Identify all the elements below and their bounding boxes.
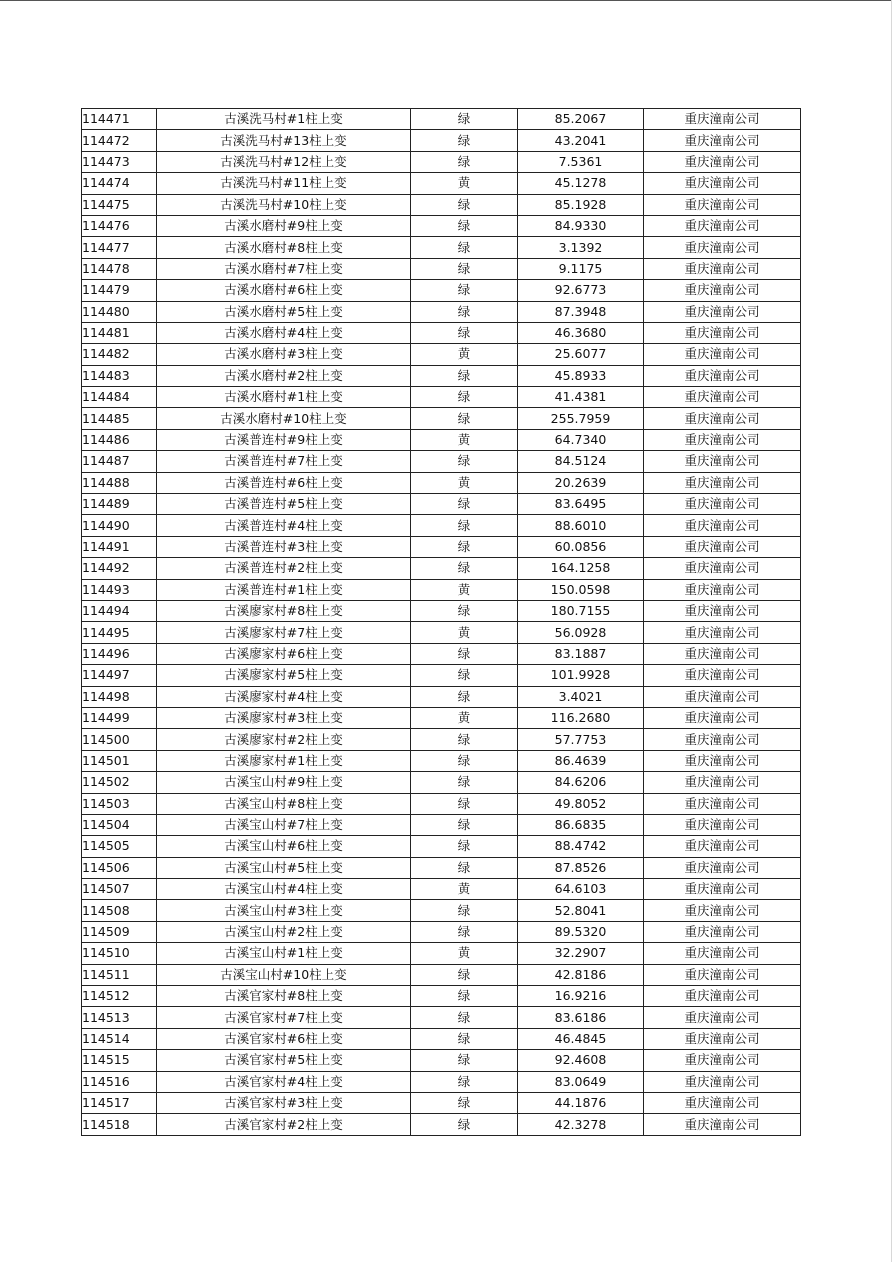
transformer-name-cell: 古溪官家村#2柱上变 xyxy=(157,1114,411,1135)
transformer-name-cell: 古溪洗马村#11柱上变 xyxy=(157,173,411,194)
transformer-name-cell: 古溪宝山村#8柱上变 xyxy=(157,793,411,814)
table-row xyxy=(82,814,801,835)
table-row xyxy=(82,921,801,942)
value-cell: 7.5361 xyxy=(518,151,644,172)
status-color-cell: 绿 xyxy=(411,215,518,236)
transformer-name-cell: 古溪洗马村#10柱上变 xyxy=(157,194,411,215)
table-row xyxy=(82,258,801,279)
value-cell: 32.2907 xyxy=(518,943,644,964)
table-row xyxy=(82,151,801,172)
company-cell: 重庆潼南公司 xyxy=(644,558,801,579)
transformer-name-cell: 古溪洗马村#13柱上变 xyxy=(157,130,411,151)
transformer-name-cell: 古溪宝山村#4柱上变 xyxy=(157,879,411,900)
table-row xyxy=(82,472,801,493)
table-row xyxy=(82,1071,801,1092)
status-color-cell: 绿 xyxy=(411,536,518,557)
transformer-name-cell: 古溪廖家村#8柱上变 xyxy=(157,600,411,621)
row-id-cell: 114505 xyxy=(82,836,157,857)
value-cell: 180.7155 xyxy=(518,600,644,621)
company-cell: 重庆潼南公司 xyxy=(644,900,801,921)
status-color-cell: 绿 xyxy=(411,729,518,750)
table-row xyxy=(82,1007,801,1028)
row-id-cell: 114487 xyxy=(82,451,157,472)
row-id-cell: 114513 xyxy=(82,1007,157,1028)
table-row xyxy=(82,344,801,365)
row-id-cell: 114510 xyxy=(82,943,157,964)
company-cell: 重庆潼南公司 xyxy=(644,344,801,365)
value-cell: 89.5320 xyxy=(518,921,644,942)
company-cell: 重庆潼南公司 xyxy=(644,793,801,814)
table-row xyxy=(82,857,801,878)
table-row xyxy=(82,536,801,557)
company-cell: 重庆潼南公司 xyxy=(644,750,801,771)
company-cell: 重庆潼南公司 xyxy=(644,814,801,835)
status-color-cell: 绿 xyxy=(411,408,518,429)
transformer-name-cell: 古溪廖家村#3柱上变 xyxy=(157,707,411,728)
transformer-name-cell: 古溪水磨村#1柱上变 xyxy=(157,387,411,408)
row-id-cell: 114481 xyxy=(82,322,157,343)
status-color-cell: 绿 xyxy=(411,686,518,707)
status-color-cell: 绿 xyxy=(411,1114,518,1135)
company-cell: 重庆潼南公司 xyxy=(644,986,801,1007)
transformer-name-cell: 古溪普连村#6柱上变 xyxy=(157,472,411,493)
transformer-name-cell: 古溪宝山村#10柱上变 xyxy=(157,964,411,985)
table-row xyxy=(82,879,801,900)
table-row xyxy=(82,943,801,964)
status-color-cell: 黄 xyxy=(411,173,518,194)
status-color-cell: 绿 xyxy=(411,494,518,515)
table-row xyxy=(82,451,801,472)
company-cell: 重庆潼南公司 xyxy=(644,643,801,664)
row-id-cell: 114472 xyxy=(82,130,157,151)
transformer-name-cell: 古溪宝山村#1柱上变 xyxy=(157,943,411,964)
table-row xyxy=(82,109,801,130)
row-id-cell: 114494 xyxy=(82,600,157,621)
value-cell: 87.3948 xyxy=(518,301,644,322)
row-id-cell: 114478 xyxy=(82,258,157,279)
status-color-cell: 黄 xyxy=(411,472,518,493)
status-color-cell: 黄 xyxy=(411,622,518,643)
row-id-cell: 114490 xyxy=(82,515,157,536)
row-id-cell: 114517 xyxy=(82,1092,157,1113)
row-id-cell: 114501 xyxy=(82,750,157,771)
table-row xyxy=(82,964,801,985)
status-color-cell: 绿 xyxy=(411,750,518,771)
status-color-cell: 绿 xyxy=(411,986,518,1007)
value-cell: 83.1887 xyxy=(518,643,644,664)
row-id-cell: 114507 xyxy=(82,879,157,900)
company-cell: 重庆潼南公司 xyxy=(644,494,801,515)
table-row xyxy=(82,622,801,643)
company-cell: 重庆潼南公司 xyxy=(644,194,801,215)
status-color-cell: 绿 xyxy=(411,558,518,579)
value-cell: 92.4608 xyxy=(518,1050,644,1071)
row-id-cell: 114508 xyxy=(82,900,157,921)
value-cell: 116.2680 xyxy=(518,707,644,728)
table-body xyxy=(82,109,801,1136)
row-id-cell: 114485 xyxy=(82,408,157,429)
company-cell: 重庆潼南公司 xyxy=(644,301,801,322)
company-cell: 重庆潼南公司 xyxy=(644,964,801,985)
company-cell: 重庆潼南公司 xyxy=(644,109,801,130)
company-cell: 重庆潼南公司 xyxy=(644,707,801,728)
value-cell: 164.1258 xyxy=(518,558,644,579)
row-id-cell: 114502 xyxy=(82,772,157,793)
status-color-cell: 绿 xyxy=(411,1007,518,1028)
company-cell: 重庆潼南公司 xyxy=(644,387,801,408)
status-color-cell: 绿 xyxy=(411,1050,518,1071)
status-color-cell: 绿 xyxy=(411,322,518,343)
company-cell: 重庆潼南公司 xyxy=(644,322,801,343)
company-cell: 重庆潼南公司 xyxy=(644,1007,801,1028)
transformer-name-cell: 古溪宝山村#2柱上变 xyxy=(157,921,411,942)
value-cell: 92.6773 xyxy=(518,280,644,301)
status-color-cell: 绿 xyxy=(411,643,518,664)
value-cell: 84.5124 xyxy=(518,451,644,472)
table-row xyxy=(82,1028,801,1049)
company-cell: 重庆潼南公司 xyxy=(644,857,801,878)
table-row xyxy=(82,643,801,664)
status-color-cell: 绿 xyxy=(411,280,518,301)
row-id-cell: 114493 xyxy=(82,579,157,600)
status-color-cell: 绿 xyxy=(411,130,518,151)
row-id-cell: 114500 xyxy=(82,729,157,750)
value-cell: 84.9330 xyxy=(518,215,644,236)
table-row xyxy=(82,408,801,429)
row-id-cell: 114518 xyxy=(82,1114,157,1135)
transformer-name-cell: 古溪水磨村#3柱上变 xyxy=(157,344,411,365)
transformer-name-cell: 古溪廖家村#1柱上变 xyxy=(157,750,411,771)
table-row xyxy=(82,194,801,215)
status-color-cell: 绿 xyxy=(411,600,518,621)
row-id-cell: 114482 xyxy=(82,344,157,365)
row-id-cell: 114489 xyxy=(82,494,157,515)
company-cell: 重庆潼南公司 xyxy=(644,173,801,194)
row-id-cell: 114492 xyxy=(82,558,157,579)
value-cell: 57.7753 xyxy=(518,729,644,750)
transformer-name-cell: 古溪普连村#9柱上变 xyxy=(157,429,411,450)
company-cell: 重庆潼南公司 xyxy=(644,237,801,258)
table-row xyxy=(82,772,801,793)
company-cell: 重庆潼南公司 xyxy=(644,665,801,686)
transformer-name-cell: 古溪水磨村#5柱上变 xyxy=(157,301,411,322)
row-id-cell: 114514 xyxy=(82,1028,157,1049)
row-id-cell: 114504 xyxy=(82,814,157,835)
row-id-cell: 114491 xyxy=(82,536,157,557)
table-row xyxy=(82,494,801,515)
row-id-cell: 114497 xyxy=(82,665,157,686)
company-cell: 重庆潼南公司 xyxy=(644,536,801,557)
value-cell: 83.0649 xyxy=(518,1071,644,1092)
table-row xyxy=(82,130,801,151)
status-color-cell: 绿 xyxy=(411,301,518,322)
value-cell: 9.1175 xyxy=(518,258,644,279)
transformer-name-cell: 古溪普连村#1柱上变 xyxy=(157,579,411,600)
table-row xyxy=(82,429,801,450)
row-id-cell: 114509 xyxy=(82,921,157,942)
status-color-cell: 绿 xyxy=(411,1071,518,1092)
row-id-cell: 114473 xyxy=(82,151,157,172)
table-row xyxy=(82,686,801,707)
transformer-name-cell: 古溪水磨村#7柱上变 xyxy=(157,258,411,279)
transformer-name-cell: 古溪水磨村#9柱上变 xyxy=(157,215,411,236)
status-color-cell: 绿 xyxy=(411,793,518,814)
value-cell: 84.6206 xyxy=(518,772,644,793)
value-cell: 64.7340 xyxy=(518,429,644,450)
company-cell: 重庆潼南公司 xyxy=(644,879,801,900)
status-color-cell: 绿 xyxy=(411,109,518,130)
status-color-cell: 绿 xyxy=(411,365,518,386)
value-cell: 42.3278 xyxy=(518,1114,644,1135)
row-id-cell: 114503 xyxy=(82,793,157,814)
row-id-cell: 114477 xyxy=(82,237,157,258)
row-id-cell: 114479 xyxy=(82,280,157,301)
transformer-name-cell: 古溪水磨村#4柱上变 xyxy=(157,322,411,343)
table-row xyxy=(82,836,801,857)
transformer-name-cell: 古溪官家村#8柱上变 xyxy=(157,986,411,1007)
status-color-cell: 绿 xyxy=(411,857,518,878)
transformer-name-cell: 古溪宝山村#3柱上变 xyxy=(157,900,411,921)
value-cell: 3.4021 xyxy=(518,686,644,707)
company-cell: 重庆潼南公司 xyxy=(644,515,801,536)
row-id-cell: 114496 xyxy=(82,643,157,664)
row-id-cell: 114471 xyxy=(82,109,157,130)
value-cell: 49.8052 xyxy=(518,793,644,814)
company-cell: 重庆潼南公司 xyxy=(644,1028,801,1049)
transformer-name-cell: 古溪水磨村#2柱上变 xyxy=(157,365,411,386)
row-id-cell: 114476 xyxy=(82,215,157,236)
value-cell: 3.1392 xyxy=(518,237,644,258)
status-color-cell: 绿 xyxy=(411,515,518,536)
table-row xyxy=(82,793,801,814)
transformer-name-cell: 古溪廖家村#4柱上变 xyxy=(157,686,411,707)
status-color-cell: 黄 xyxy=(411,429,518,450)
company-cell: 重庆潼南公司 xyxy=(644,943,801,964)
row-id-cell: 114498 xyxy=(82,686,157,707)
transformer-name-cell: 古溪廖家村#2柱上变 xyxy=(157,729,411,750)
value-cell: 43.2041 xyxy=(518,130,644,151)
status-color-cell: 黄 xyxy=(411,579,518,600)
value-cell: 42.8186 xyxy=(518,964,644,985)
table-row xyxy=(82,301,801,322)
value-cell: 46.4845 xyxy=(518,1028,644,1049)
status-color-cell: 绿 xyxy=(411,237,518,258)
row-id-cell: 114486 xyxy=(82,429,157,450)
status-color-cell: 绿 xyxy=(411,1092,518,1113)
row-id-cell: 114512 xyxy=(82,986,157,1007)
transformer-name-cell: 古溪普连村#7柱上变 xyxy=(157,451,411,472)
transformer-name-cell: 古溪水磨村#10柱上变 xyxy=(157,408,411,429)
company-cell: 重庆潼南公司 xyxy=(644,215,801,236)
transformer-name-cell: 古溪洗马村#1柱上变 xyxy=(157,109,411,130)
value-cell: 87.8526 xyxy=(518,857,644,878)
company-cell: 重庆潼南公司 xyxy=(644,686,801,707)
table-row xyxy=(82,707,801,728)
company-cell: 重庆潼南公司 xyxy=(644,921,801,942)
company-cell: 重庆潼南公司 xyxy=(644,1114,801,1135)
row-id-cell: 114499 xyxy=(82,707,157,728)
status-color-cell: 绿 xyxy=(411,387,518,408)
transformer-name-cell: 古溪宝山村#5柱上变 xyxy=(157,857,411,878)
company-cell: 重庆潼南公司 xyxy=(644,365,801,386)
value-cell: 150.0598 xyxy=(518,579,644,600)
transformer-name-cell: 古溪普连村#5柱上变 xyxy=(157,494,411,515)
value-cell: 88.4742 xyxy=(518,836,644,857)
status-color-cell: 绿 xyxy=(411,900,518,921)
table-row xyxy=(82,665,801,686)
table-row xyxy=(82,173,801,194)
value-cell: 52.8041 xyxy=(518,900,644,921)
table-row xyxy=(82,729,801,750)
company-cell: 重庆潼南公司 xyxy=(644,622,801,643)
table-row xyxy=(82,750,801,771)
company-cell: 重庆潼南公司 xyxy=(644,772,801,793)
value-cell: 88.6010 xyxy=(518,515,644,536)
row-id-cell: 114495 xyxy=(82,622,157,643)
transformer-name-cell: 古溪官家村#5柱上变 xyxy=(157,1050,411,1071)
row-id-cell: 114488 xyxy=(82,472,157,493)
row-id-cell: 114515 xyxy=(82,1050,157,1071)
transformer-name-cell: 古溪官家村#7柱上变 xyxy=(157,1007,411,1028)
status-color-cell: 绿 xyxy=(411,836,518,857)
company-cell: 重庆潼南公司 xyxy=(644,130,801,151)
row-id-cell: 114516 xyxy=(82,1071,157,1092)
status-color-cell: 绿 xyxy=(411,194,518,215)
transformer-name-cell: 古溪普连村#4柱上变 xyxy=(157,515,411,536)
company-cell: 重庆潼南公司 xyxy=(644,258,801,279)
company-cell: 重庆潼南公司 xyxy=(644,280,801,301)
row-id-cell: 114474 xyxy=(82,173,157,194)
value-cell: 41.4381 xyxy=(518,387,644,408)
company-cell: 重庆潼南公司 xyxy=(644,729,801,750)
transformer-name-cell: 古溪普连村#3柱上变 xyxy=(157,536,411,557)
value-cell: 44.1876 xyxy=(518,1092,644,1113)
row-id-cell: 114475 xyxy=(82,194,157,215)
table-row xyxy=(82,1092,801,1113)
transformer-name-cell: 古溪宝山村#6柱上变 xyxy=(157,836,411,857)
table-row xyxy=(82,322,801,343)
company-cell: 重庆潼南公司 xyxy=(644,1071,801,1092)
company-cell: 重庆潼南公司 xyxy=(644,408,801,429)
status-color-cell: 绿 xyxy=(411,451,518,472)
transformer-name-cell: 古溪官家村#4柱上变 xyxy=(157,1071,411,1092)
company-cell: 重庆潼南公司 xyxy=(644,600,801,621)
row-id-cell: 114483 xyxy=(82,365,157,386)
status-color-cell: 黄 xyxy=(411,879,518,900)
company-cell: 重庆潼南公司 xyxy=(644,472,801,493)
row-id-cell: 114480 xyxy=(82,301,157,322)
table-row xyxy=(82,579,801,600)
transformer-name-cell: 古溪水磨村#6柱上变 xyxy=(157,280,411,301)
table-row xyxy=(82,600,801,621)
transformer-name-cell: 古溪官家村#3柱上变 xyxy=(157,1092,411,1113)
table-row xyxy=(82,1114,801,1135)
transformer-name-cell: 古溪廖家村#6柱上变 xyxy=(157,643,411,664)
value-cell: 25.6077 xyxy=(518,344,644,365)
row-id-cell: 114506 xyxy=(82,857,157,878)
company-cell: 重庆潼南公司 xyxy=(644,1050,801,1071)
transformer-name-cell: 古溪宝山村#7柱上变 xyxy=(157,814,411,835)
transformer-name-cell: 古溪水磨村#8柱上变 xyxy=(157,237,411,258)
table-row xyxy=(82,365,801,386)
company-cell: 重庆潼南公司 xyxy=(644,579,801,600)
transformer-name-cell: 古溪洗马村#12柱上变 xyxy=(157,151,411,172)
table-row xyxy=(82,986,801,1007)
company-cell: 重庆潼南公司 xyxy=(644,451,801,472)
status-color-cell: 绿 xyxy=(411,964,518,985)
value-cell: 20.2639 xyxy=(518,472,644,493)
transformer-name-cell: 古溪廖家村#5柱上变 xyxy=(157,665,411,686)
status-color-cell: 绿 xyxy=(411,814,518,835)
value-cell: 85.1928 xyxy=(518,194,644,215)
value-cell: 60.0856 xyxy=(518,536,644,557)
table-row xyxy=(82,215,801,236)
value-cell: 101.9928 xyxy=(518,665,644,686)
company-cell: 重庆潼南公司 xyxy=(644,151,801,172)
page-top-edge xyxy=(0,0,892,1)
status-color-cell: 黄 xyxy=(411,344,518,365)
value-cell: 83.6495 xyxy=(518,494,644,515)
value-cell: 45.8933 xyxy=(518,365,644,386)
value-cell: 56.0928 xyxy=(518,622,644,643)
company-cell: 重庆潼南公司 xyxy=(644,836,801,857)
value-cell: 45.1278 xyxy=(518,173,644,194)
value-cell: 83.6186 xyxy=(518,1007,644,1028)
status-color-cell: 绿 xyxy=(411,1028,518,1049)
row-id-cell: 114511 xyxy=(82,964,157,985)
table-row xyxy=(82,558,801,579)
status-color-cell: 黄 xyxy=(411,707,518,728)
company-cell: 重庆潼南公司 xyxy=(644,429,801,450)
table-row xyxy=(82,387,801,408)
status-color-cell: 绿 xyxy=(411,772,518,793)
value-cell: 255.7959 xyxy=(518,408,644,429)
status-color-cell: 黄 xyxy=(411,943,518,964)
transformer-name-cell: 古溪廖家村#7柱上变 xyxy=(157,622,411,643)
status-color-cell: 绿 xyxy=(411,921,518,942)
value-cell: 46.3680 xyxy=(518,322,644,343)
status-color-cell: 绿 xyxy=(411,151,518,172)
table-row xyxy=(82,900,801,921)
transformer-table xyxy=(81,108,801,1136)
row-id-cell: 114484 xyxy=(82,387,157,408)
company-cell: 重庆潼南公司 xyxy=(644,1092,801,1113)
table-row xyxy=(82,280,801,301)
table-row xyxy=(82,237,801,258)
value-cell: 85.2067 xyxy=(518,109,644,130)
value-cell: 86.4639 xyxy=(518,750,644,771)
status-color-cell: 绿 xyxy=(411,258,518,279)
transformer-name-cell: 古溪宝山村#9柱上变 xyxy=(157,772,411,793)
transformer-name-cell: 古溪普连村#2柱上变 xyxy=(157,558,411,579)
transformer-name-cell: 古溪官家村#6柱上变 xyxy=(157,1028,411,1049)
table-row xyxy=(82,1050,801,1071)
status-color-cell: 绿 xyxy=(411,665,518,686)
table-row xyxy=(82,515,801,536)
value-cell: 16.9216 xyxy=(518,986,644,1007)
value-cell: 64.6103 xyxy=(518,879,644,900)
value-cell: 86.6835 xyxy=(518,814,644,835)
